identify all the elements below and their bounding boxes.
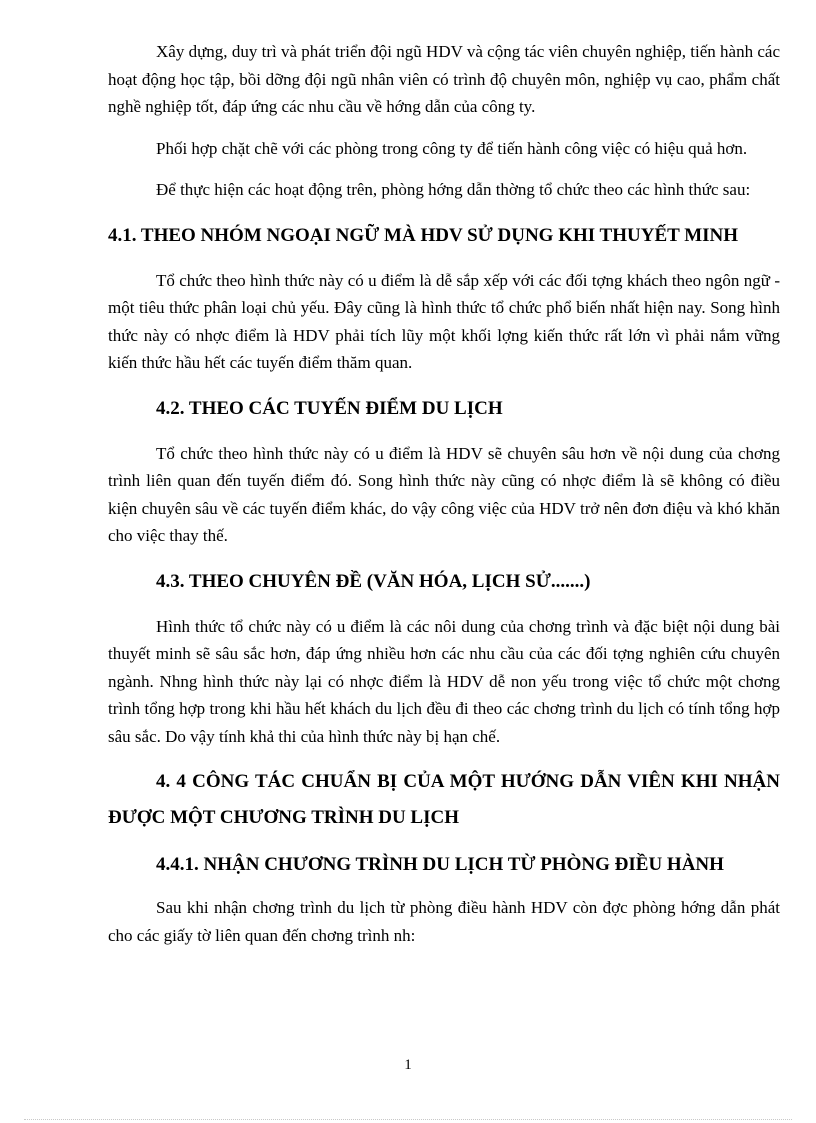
paragraph-language-groups: Tổ chức theo hình thức này có u điểm là dễ sắp xếp với các đối tợng khách theo ngôn ngữ - một tiêu thức phân loại chủ yếu. Đây cũng là hình thức tổ chức phổ biến nhất hiện nay. Song hình thức này có nhợc điểm là HDV phải tích lũy một khối lợng kiến thức rất lớn vì phải nắm vững kiến thức hầu hết các tuyến điểm thăm quan. <box>108 270 780 372</box>
paragraph-specialized-topics: Hình thức tổ chức này có u điểm là các nôi dung của chơng trình và đặc biệt nội dung bài thuyết minh sẽ sâu sắc hơn, đáp ứng nhiều hơn các nhu cầu của các đối tợng nghiên cứu chuyên ngành. Nhng hình thức này lại có nhợc điểm là HDV dễ non yếu trong việc tổ chức một chơng trình tổng hợp trong khi hầu hết khách du lịch đều đi theo các chơng trình du lịch có tính tổng hợp sâu sắc. Do vậy tính khả thi của hình thức này bị hạn chế. <box>108 616 780 746</box>
page-number: 1 <box>404 1057 412 1073</box>
page-bottom-divider <box>24 1119 792 1120</box>
heading-4-2: 4.2. THEO CÁC TUYẾN ĐIỂM DU LỊCH <box>156 397 503 419</box>
heading-4-4: 4. 4 CÔNG TÁC CHUẨN BỊ CỦA MỘT HƯỚNG DẪN VIÊN KHI NHẬN ĐƯỢC MỘT CHƯƠNG TRÌNH DU LỊCH <box>108 771 780 828</box>
heading-4-4-1: 4.4.1. NHẬN CHƯƠNG TRÌNH DU LỊCH TỪ PHÒNG ĐIỀU HÀNH <box>156 854 724 875</box>
paragraph-tour-routes: Tổ chức theo hình thức này có u điểm là HDV sẽ chuyên sâu hơn về nội dung của chơng trình liên quan đến tuyến điểm đó. Song hình thức này cũng có nhợc điểm là sẽ không có điều kiện chuyên sâu về các tuyến điểm khác, do vậy công việc của HDV trở nên đơn điệu và khó khăn cho việc thay thế. <box>108 443 780 545</box>
paragraph-coordination: Phối hợp chặt chẽ với các phòng trong công ty để tiến hành công việc có hiệu quả hơn. <box>156 138 748 158</box>
document-page <box>108 36 780 949</box>
heading-4-1: 4.1. THEO NHÓM NGOẠI NGỮ MÀ HDV SỬ DỤNG KHI THUYẾT MINH <box>108 224 739 246</box>
paragraph-receive-program: Sau khi nhận chơng trình du lịch từ phòng điều hành HDV còn đợc phòng hớng dẫn phát cho các giấy tờ liên quan đến chơng trình nh: <box>108 898 780 945</box>
heading-4-3: 4.3. THEO CHUYÊN ĐỀ (VĂN HÓA, LỊCH SỬ.......) <box>156 570 591 592</box>
paragraph-organization-forms: Để thực hiện các hoạt động trên, phòng hớng dẫn thờng tổ chức theo các hình thức sau: <box>156 180 751 199</box>
paragraph-hdv-development: Xây dựng, duy trì và phát triển đội ngũ HDV và cộng tác viên chuyên nghiệp, tiến hành các hoạt động học tập, bồi dỡng đội ngũ nhân viên có trình độ chuyên môn, nghiệp vụ cao, phẩm chất nghề nghiệp tốt, đáp ứng các nhu cầu về hớng dẫn của công ty. <box>108 42 780 116</box>
